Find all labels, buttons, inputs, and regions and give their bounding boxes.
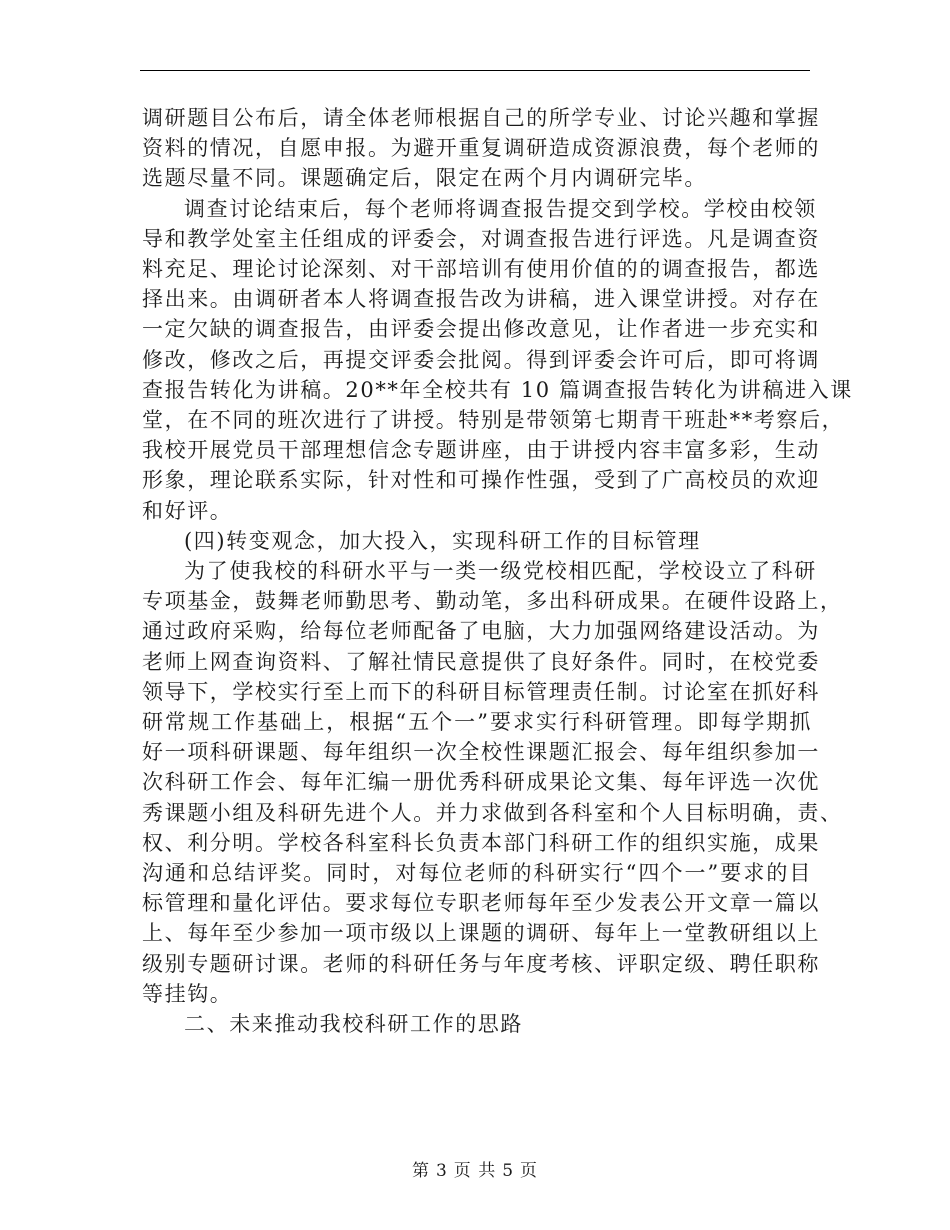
text-line: 为了使我校的科研水平与一类一级党校相匹配，学校设立了科研 <box>184 559 817 584</box>
paragraph <box>142 526 812 556</box>
text-line: 上、每年至少参加一项市级以上课题的调研、每年上一堂教研组以上 <box>142 921 820 946</box>
paragraph <box>142 194 853 526</box>
text-line: 权、利分明。学校各科室科长负责本部门科研工作的组织实施，成果 <box>142 830 820 855</box>
text-line: 级别专题研讨课。老师的科研任务与年度考核、评职定级、聘任职称 <box>142 951 820 976</box>
text-line: 标管理和量化评估。要求每位专职老师每年至少发表公开文章一篇以 <box>142 891 820 916</box>
footer-suffix: 页 <box>520 1161 539 1181</box>
paragraph <box>142 556 843 1009</box>
document-body <box>142 103 853 1039</box>
text-line: 一定欠缺的调查报告，由评委会提出修改意见，让作者进一步充实和 <box>142 317 820 342</box>
current-page-number: 3 <box>435 1161 448 1181</box>
text-line: 调查讨论结束后，每个老师将调查报告提交到学校。学校由校领 <box>184 196 817 221</box>
total-page-count: 5 <box>502 1161 515 1181</box>
text-line: 修改，修改之后，再提交评委会批阅。得到评委会许可后，即可将调 <box>142 347 820 372</box>
text-line: 择出来。由调研者本人将调查报告改为讲稿，进入课堂讲授。对存在 <box>142 287 820 312</box>
text-line: 调研题目公布后，请全体老师根据自己的所学专业、讨论兴趣和掌握 <box>142 106 820 130</box>
footer-middle: 页 共 <box>453 1161 497 1181</box>
text-line: 我校开展党员干部理想信念专题讲座，由于讲授内容丰富多彩，生动 <box>142 438 820 463</box>
text-line: 老师上网查询资料、了解社情民意提供了良好条件。同时，在校党委 <box>142 649 820 674</box>
text-line: 专项基金，鼓舞老师勤思考、勤动笔，多出科研成果。在硬件设路上， <box>142 589 843 614</box>
text-line: 通过政府采购，给每位老师配备了电脑，大力加强网络建设活动。为 <box>142 619 820 644</box>
text-line: (四)转变观念，加大投入，实现科研工作的目标管理 <box>184 528 701 553</box>
page-footer <box>0 1156 950 1181</box>
text-line: 研常规工作基础上，根据“五个一”要求实行科研管理。即每学期抓 <box>142 710 812 735</box>
text-line: 二、未来推动我校科研工作的思路 <box>184 1012 523 1037</box>
text-line: 查报告转化为讲稿。20**年全校共有 10 篇调查报告转化为讲稿进入课 <box>142 377 853 402</box>
text-line: 好一项科研课题、每年组织一次全校性课题汇报会、每年组织参加一 <box>142 740 820 765</box>
text-line: 资料的情况，自愿申报。为避开重复调研造成资源浪费，每个老师的 <box>142 136 820 161</box>
text-line: 料充足、理论讨论深刻、对干部培训有使用价值的的调查报告，都选 <box>142 257 820 282</box>
text-line: 选题尽量不同。课题确定后，限定在两个月内调研完毕。 <box>142 166 707 191</box>
text-line: 沟通和总结评奖。同时，对每位老师的科研实行“四个一”要求的目 <box>142 861 812 886</box>
text-line: 次科研工作会、每年汇编一册优秀科研成果论文集、每年评选一次优 <box>142 770 820 795</box>
text-line: 堂，在不同的班次进行了讲授。特别是带领第七期青干班赴**考察后， <box>142 408 845 433</box>
text-line: 等挂钩。 <box>142 981 233 1006</box>
text-line: 和好评。 <box>142 498 233 523</box>
header-rule <box>140 70 810 71</box>
text-line: 形象，理论联系实际，针对性和可操作性强，受到了广高校员的欢迎 <box>142 468 820 493</box>
text-line: 领导下，学校实行至上而下的科研目标管理责任制。讨论室在抓好科 <box>142 679 820 704</box>
paragraph <box>142 1009 812 1039</box>
footer-prefix: 第 <box>411 1161 430 1181</box>
text-line: 秀课题小组及科研先进个人。并力求做到各科室和个人目标明确，责、 <box>142 800 843 825</box>
paragraph <box>142 103 820 194</box>
text-line: 导和教学处室主任组成的评委会，对调查报告进行评选。凡是调查资 <box>142 226 820 251</box>
